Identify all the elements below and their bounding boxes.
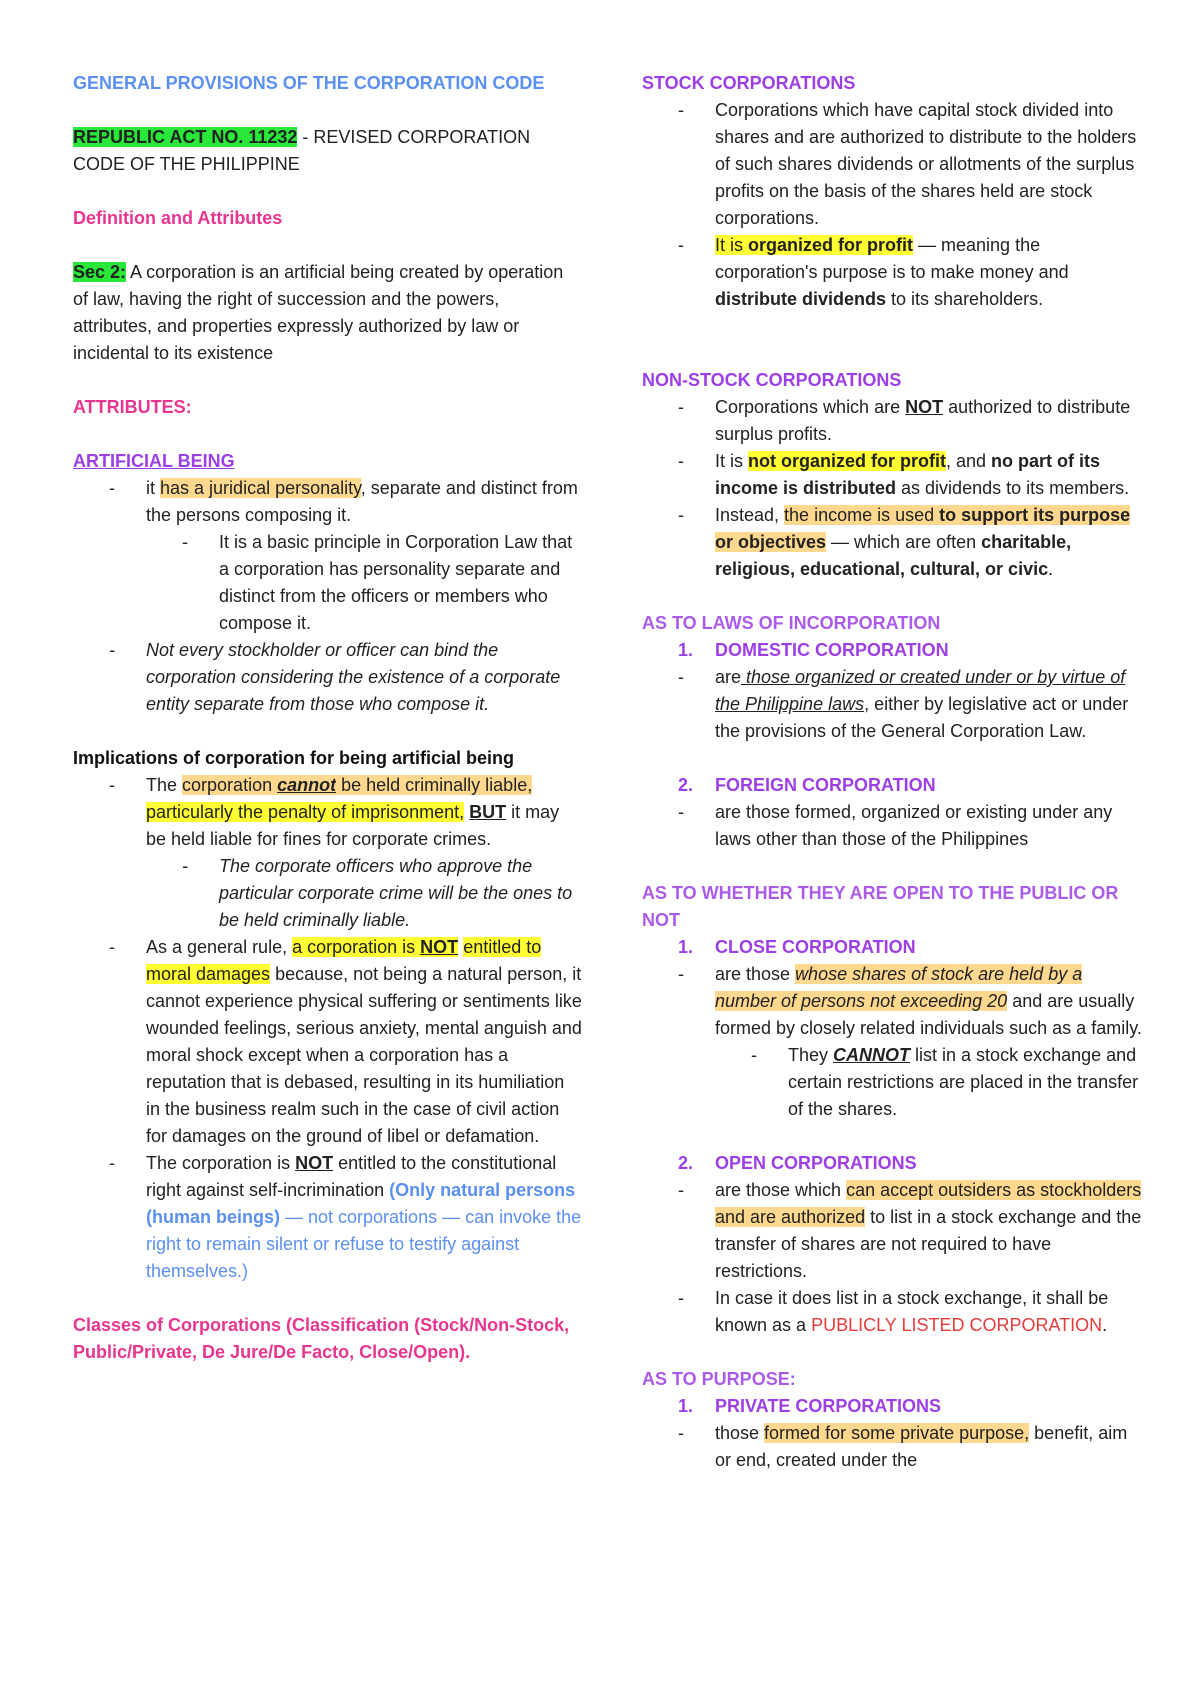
list-item: - are those whose shares of stock are held by a number of persons not exceeding 20 and are usually formed by closely related individuals such as a family. [642, 961, 1142, 1042]
list-item: - Corporations which have capital stock divided into shares and are authorized to distribute to the holders of such shares dividends or allotments of the surplus profits on the basis of the shares held are stock corporations. [642, 97, 1142, 232]
artificial-being-heading: ARTIFICIAL BEING [73, 451, 235, 471]
private-corporations-heading: 1. PRIVATE CORPORATIONS [678, 1396, 942, 1416]
right-column [642, 70, 1142, 1474]
dash-icon: - [182, 856, 188, 876]
dash-icon: - [109, 1153, 115, 1173]
foreign-corporation-heading: 2. FOREIGN CORPORATION [678, 775, 936, 795]
dash-icon: - [678, 802, 684, 822]
stock-corporations-heading: STOCK CORPORATIONS [642, 73, 856, 93]
dash-icon: - [751, 1045, 757, 1065]
list-item: - are those formed, organized or existing under any laws other than those of the Philippines [642, 799, 1142, 853]
non-stock-corporations-heading: NON-STOCK CORPORATIONS [642, 370, 902, 390]
list-item: - Not every stockholder or officer can bind the corporation considering the existence of a corporate entity separate from those who compose it. [73, 637, 583, 718]
list-item: - The corporate officers who approve the particular corporate crime will be the ones to be held criminally liable. [73, 853, 583, 934]
list-item: - They CANNOT list in a stock exchange and certain restrictions are placed in the transfer of the shares. [642, 1042, 1142, 1123]
dash-icon: - [109, 937, 115, 957]
dash-icon: - [109, 640, 115, 660]
close-corporation-heading: 1. CLOSE CORPORATION [678, 937, 916, 957]
definition-heading: Definition and Attributes [73, 208, 283, 228]
list-item: - The corporation cannot be held criminally liable, particularly the penalty of imprisonment, BUT it may be held liable for fines for corporate crimes. [73, 772, 583, 853]
republic-act-label: REPUBLIC ACT NO. 11232 [73, 127, 298, 147]
dash-icon: - [109, 478, 115, 498]
list-item: - It is a basic principle in Corporation Law that a corporation has personality separate and distinct from the officers or members who compose it. [73, 529, 583, 637]
dash-icon: - [678, 1423, 684, 1443]
attributes-heading: ATTRIBUTES: [73, 397, 192, 417]
dash-icon: - [678, 1180, 684, 1200]
republic-act-line: REPUBLIC ACT NO. 11232 - REVISED CORPORATION CODE OF THE PHILIPPINE [73, 127, 531, 174]
dash-icon: - [678, 397, 684, 417]
dash-icon: - [678, 451, 684, 471]
classes-heading: Classes of Corporations (Classification (Stock/Non-Stock, Public/Private, De Jure/De Facto, Close/Open). [73, 1315, 570, 1362]
dash-icon: - [678, 1288, 684, 1308]
dash-icon: - [678, 667, 684, 687]
section-2-text: Sec 2: A corporation is an artificial being created by operation of law, having the right of succession and the powers, attributes, and properties expressly authorized by law or incidental to its existence [73, 262, 564, 363]
list-item: - those formed for some private purpose, benefit, aim or end, created under the [642, 1420, 1142, 1474]
list-item: - In case it does list in a stock exchange, it shall be known as a PUBLICLY LISTED CORPORATION. [642, 1285, 1142, 1339]
open-corporations-heading: 2. OPEN CORPORATIONS [678, 1153, 917, 1173]
list-item: - As a general rule, a corporation is NOT entitled to moral damages because, not being a natural person, it cannot experience physical suffering or sentiments like wounded feelings, serious anxiety, mental anguish and moral shock except when a corporation has a reputation that is debased, resulting in its humiliation in the business realm such in the case of civil action for damages on the ground of libel or defamation. [73, 934, 583, 1150]
list-item: - are those organized or created under or by virtue of the Philippine laws, either by legislative act or under the provisions of the General Corporation Law. [642, 664, 1142, 745]
implications-heading: Implications of corporation for being artificial being [73, 748, 515, 768]
dash-icon: - [109, 775, 115, 795]
dash-icon: - [182, 532, 188, 552]
list-item: - It is not organized for profit, and no part of its income is distributed as dividends to its members. [642, 448, 1142, 502]
list-item: - The corporation is NOT entitled to the constitutional right against self-incrimination (Only natural persons (human beings) — not corporations — can invoke the right to remain silent or refuse to testify against themselves.) [73, 1150, 583, 1285]
open-to-public-heading: AS TO WHETHER THEY ARE OPEN TO THE PUBLIC OR NOT [642, 883, 1119, 930]
dash-icon: - [678, 964, 684, 984]
list-item: - It is organized for profit — meaning the corporation's purpose is to make money and distribute dividends to its shareholders. [642, 232, 1142, 313]
list-item: - it has a juridical personality, separate and distinct from the persons composing it. [73, 475, 583, 529]
list-item: - are those which can accept outsiders as stockholders and are authorized to list in a stock exchange and the transfer of shares are not required to have restrictions. [642, 1177, 1142, 1285]
domestic-corporation-heading: 1. DOMESTIC CORPORATION [678, 640, 949, 660]
dash-icon: - [678, 100, 684, 120]
list-item: - Instead, the income is used to support its purpose or objectives — which are often charitable, religious, educational, cultural, or civic. [642, 502, 1142, 583]
as-to-purpose-heading: AS TO PURPOSE: [642, 1369, 796, 1389]
laws-of-incorporation-heading: AS TO LAWS OF INCORPORATION [642, 613, 941, 633]
list-item: - Corporations which are NOT authorized to distribute surplus profits. [642, 394, 1142, 448]
document-title: GENERAL PROVISIONS OF THE CORPORATION CODE [73, 73, 545, 93]
dash-icon: - [678, 235, 684, 255]
section-2-label: Sec 2: [73, 262, 127, 282]
left-column [73, 70, 583, 1366]
dash-icon: - [678, 505, 684, 525]
